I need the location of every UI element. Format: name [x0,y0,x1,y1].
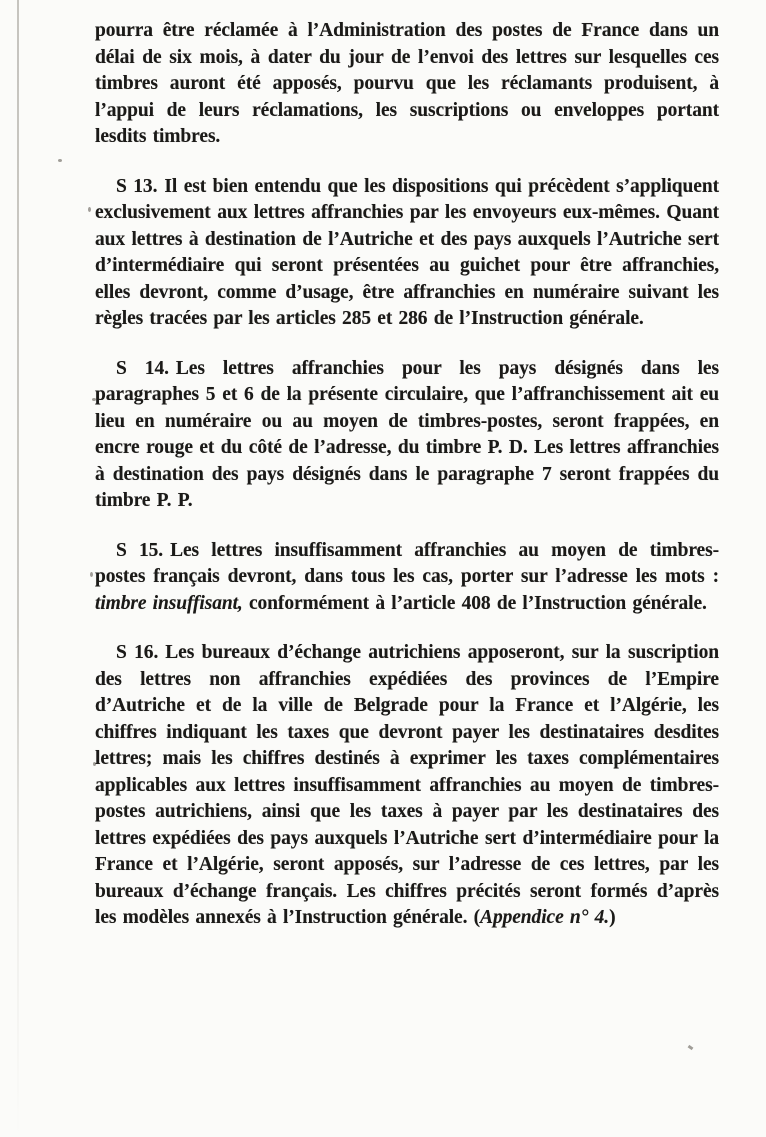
section-label: S 13. [116,175,158,197]
paragraph-text: ) [609,907,616,928]
italic-run: Appendice n° 4. [480,907,610,928]
scan-speckle [88,207,91,212]
paragraph-s13 [95,174,719,333]
italic-run: timbre insuffisant, [95,592,243,614]
page-edge-rule [17,0,19,1137]
paragraph-text: Les lettres affranchies pour les pays désignés dans les paragraphes 5 et 6 de la présente circulaire, que l’affranchissement ait eu lieu en numéraire ou au moyen de timbres-postes, seront frappées, en encre rouge et du côté de l’adresse, du timbre P. D. Les lettres affranchies à destination des pays désignés dans le paragraphe 7 seront frappées du timbre P. P. [95,357,719,511]
scan-speckle [58,159,62,162]
paragraph-s15 [95,538,719,618]
scan-speckle [90,572,93,577]
paragraph-text: conformément à l’article 408 de l’Instruction générale. [242,592,707,614]
paragraph-text: Les bureaux d’échange autrichiens apposeront, sur la suscription des lettres non affranchies expédiées des provinces de l’Empire d’Autriche et de la ville de Belgrade pour la France et l’Algérie, les chiffres indiquant les taxes que devront payer les destinataires desdites lettres; mais les chiffres destinés à exprimer les taxes complémentaires applicables aux lettres insuffisamment affranchies au moyen de timbres-postes autrichiens, ainsi que les taxes à payer par les destinataires des lettres expédiées des pays auxquels l’Autriche sert d’intermédiaire pour la France et l’Algérie, seront apposés, sur l’adresse de ces lettres, par les bureaux d’échange français. Les chiffres précités seront formés d’après les modèles annexés à l’Instruction générale. ( [95,642,719,928]
paragraph-s16 [95,640,719,932]
text-block [95,18,719,932]
paragraph-text: Les lettres insuffisamment affranchies au moyen de timbres-postes français devront, dans tous les cas, porter sur l’adresse les mots : [95,539,719,587]
paragraph-text: Il est bien entendu que les dispositions qui précèdent s’appliquent exclusivement aux lettres affranchies par les envoyeurs eux-mêmes. Quant aux lettres à destination de l’Autriche et des pays auxquels l’Autriche sert d’intermédiaire qui seront présentées au guichet pour être affranchies, elles devront, comme d’usage, être affranchies en numéraire suivant les règles tracées par les articles 285 et 286 de l’Instruction générale. [95,175,719,329]
section-label: S 16. [116,642,159,663]
section-label: S 15. [116,539,164,561]
paragraph-continuation [95,18,719,151]
paragraph-text: pourra être réclamée à l’Administration des postes de France dans un délai de six mois, à dater du jour de l’envoi des lettres sur lesquelles ces timbres auront été apposés, pourvu que les réclamants produisent, à l’appui de leurs réclamations, les suscriptions ou enveloppes portant lesdits timbres. [95,20,719,147]
scan-speckle [688,1045,694,1050]
paragraph-s14 [95,356,719,515]
section-label: S 14. [116,357,169,379]
